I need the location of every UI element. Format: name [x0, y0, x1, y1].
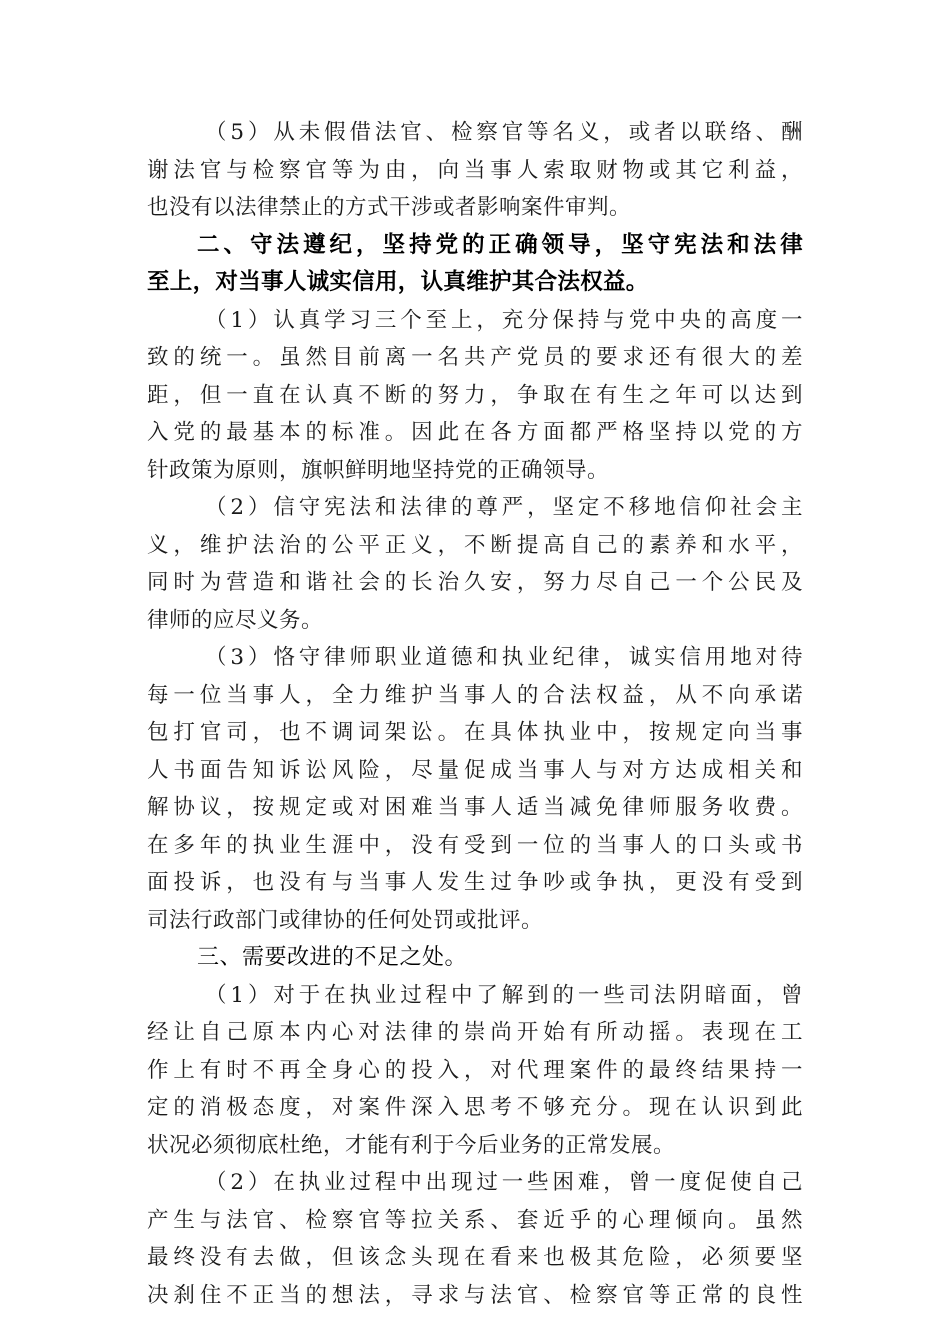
paragraph-3-2	[147, 1164, 803, 1314]
text-line: 针政策为原则，旗帜鲜明地坚持党的正确领导。	[147, 457, 610, 483]
text-line: 作上有时不再全身心的投入，对代理案件的最终结果持一	[147, 1057, 803, 1083]
text-line: （1）对于在执业过程中了解到的一些司法阴暗面，曾	[205, 982, 803, 1008]
section-heading-3	[147, 939, 803, 977]
document-body	[147, 114, 803, 1314]
heading-line: 二、守法遵纪，坚持党的正确领导，坚守宪法和法律	[197, 231, 803, 258]
text-line: 也没有以法律禁止的方式干涉或者影响案件审判。	[147, 195, 632, 220]
text-line: 解协议，按规定或对困难当事人适当减免律师服务收费。	[147, 795, 803, 820]
paragraph-item-5	[147, 114, 803, 227]
text-line: 谢法官与检察官等为由，向当事人索取财物或其它利益，	[147, 157, 803, 183]
text-line: 每一位当事人，全力维护当事人的合法权益，从不向承诺	[147, 682, 803, 708]
text-line: 经让自己原本内心对法律的崇尚开始有所动摇。表现在工	[147, 1020, 803, 1045]
paragraph-2-2	[147, 489, 803, 639]
text-line: （2）在执业过程中出现过一些困难，曾一度促使自己	[205, 1170, 803, 1195]
section-heading-2	[147, 227, 803, 302]
text-line: 司法行政部门或律协的任何处罚或批评。	[147, 907, 544, 933]
paragraph-2-1	[147, 302, 803, 490]
paragraph-3-1	[147, 977, 803, 1165]
text-line: 致的统一。虽然目前离一名共产党员的要求还有很大的差	[147, 345, 803, 370]
text-line: （1）认真学习三个至上，充分保持与党中央的高度一	[205, 307, 803, 333]
text-line: （2）信守宪法和法律的尊严，坚定不移地信仰社会主	[205, 495, 803, 520]
text-line: 包打官司，也不调词架讼。在具体执业中，按规定向当事	[147, 720, 803, 745]
text-line: （5）从未假借法官、检察官等名义，或者以联络、酬	[205, 120, 803, 145]
heading-line: 三、需要改进的不足之处。	[197, 945, 468, 970]
paragraph-2-3	[147, 639, 803, 939]
text-line: 义，维护法治的公平正义，不断提高自己的素养和水平，	[147, 532, 803, 558]
text-line: 状况必须彻底杜绝，才能有利于今后业务的正常发展。	[147, 1132, 676, 1158]
text-line: 人书面告知诉讼风险，尽量促成当事人与对方达成相关和	[147, 757, 803, 783]
text-line: 在多年的执业生涯中，没有受到一位的当事人的口头或书	[147, 832, 803, 858]
heading-line: 至上，对当事人诚实信用，认真维护其合法权益。	[147, 269, 649, 295]
text-line: 定的消极态度，对案件深入思考不够充分。现在认识到此	[147, 1095, 803, 1120]
text-line: 决刹住不正当的想法，寻求与法官、检察官等正常的良性	[147, 1282, 803, 1308]
text-line: 同时为营造和谐社会的长治久安，努力尽自己一个公民及	[147, 570, 803, 595]
text-line: （3）恪守律师职业道德和执业纪律，诚实信用地对待	[205, 645, 803, 670]
text-line: 距，但一直在认真不断的努力，争取在有生之年可以达到	[147, 382, 803, 408]
text-line: 入党的最基本的标准。因此在各方面都严格坚持以党的方	[147, 420, 803, 445]
text-line: 产生与法官、检察官等拉关系、套近乎的心理倾向。虽然	[147, 1207, 803, 1233]
text-line: 面投诉，也没有与当事人发生过争吵或争执，更没有受到	[147, 870, 803, 895]
text-line: 律师的应尽义务。	[147, 607, 324, 633]
text-line: 最终没有去做，但该念头现在看来也极其危险，必须要坚	[147, 1245, 803, 1270]
